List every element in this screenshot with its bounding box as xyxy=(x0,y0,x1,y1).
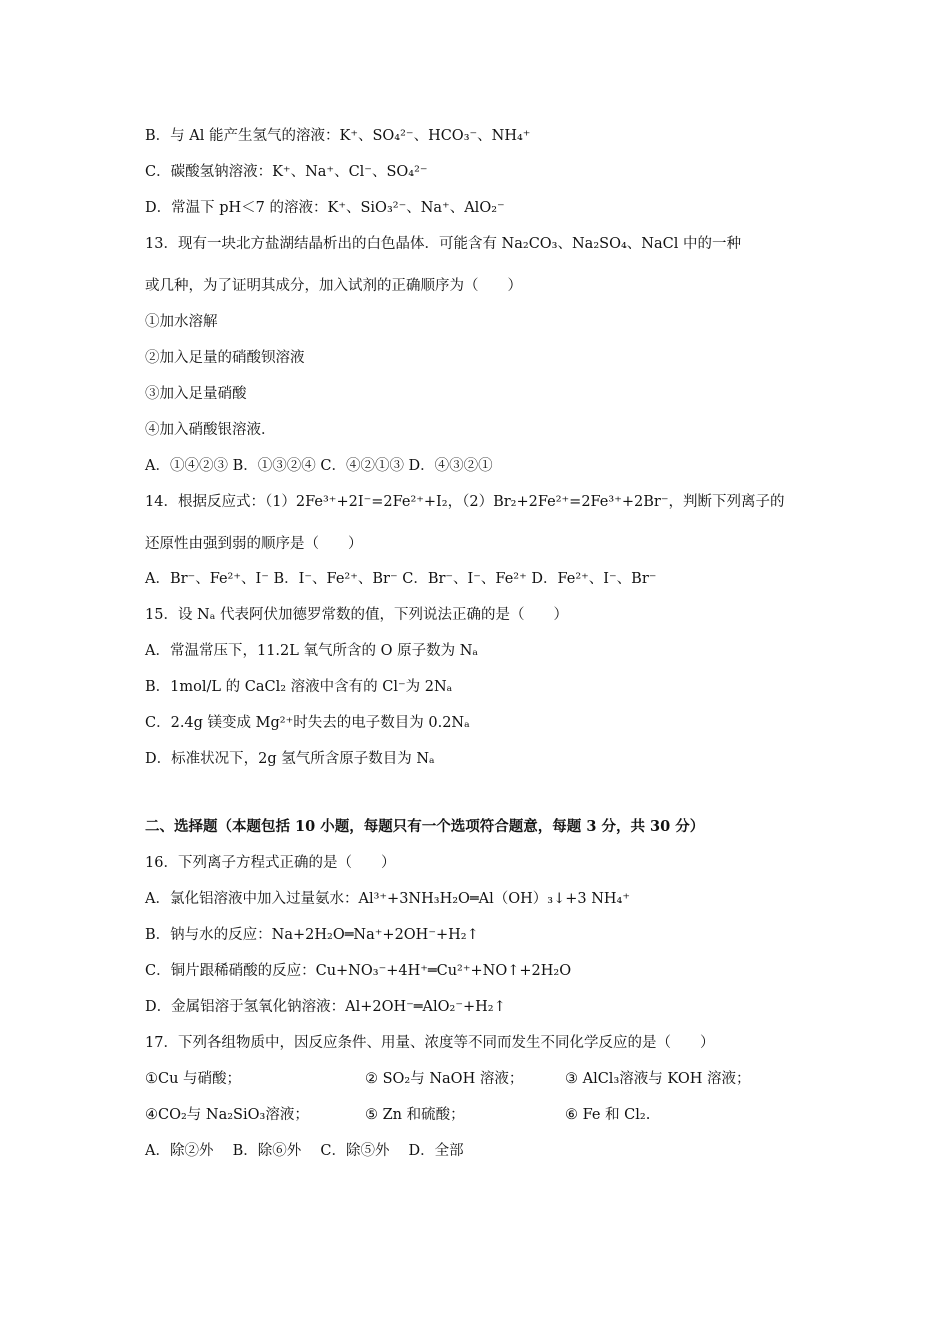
text-line: C．2.4g 镁变成 Mg²⁺时失去的电子数目为 0.2Nₐ xyxy=(145,715,470,731)
text-line: A．Br⁻、Fe²⁺、I⁻ B．I⁻、Fe²⁺、Br⁻ C．Br⁻、I⁻、Fe²⁺ D．Fe²⁺、I⁻、Br⁻ xyxy=(145,571,657,587)
text-line: ①加水溶解 xyxy=(145,314,218,330)
text-line: B．1mol/L 的 CaCl₂ 溶液中含有的 Cl⁻为 2Nₐ xyxy=(145,679,453,695)
text-line: B．与 Al 能产生氢气的溶液：K⁺、SO₄²⁻、HCO₃⁻、NH₄⁺ xyxy=(145,128,531,144)
text-line: C．碳酸氢钠溶液：K⁺、Na⁺、Cl⁻、SO₄²⁻ xyxy=(145,164,428,180)
text-line: C．铜片跟稀硝酸的反应：Cu+NO₃⁻+4H⁺═Cu²⁺+NO↑+2H₂O xyxy=(145,963,572,979)
text-line: 13．现有一块北方盐湖结晶析出的白色晶体．可能含有 Na₂CO₃、Na₂SO₄、NaCl 中的一种 xyxy=(145,236,741,252)
text-line: ④加入硝酸银溶液． xyxy=(145,422,276,438)
text-line: ②加入足量的硝酸钡溶液 xyxy=(145,350,305,366)
section-heading: 二、选择题（本题包括 10 小题，每题只有一个选项符合题意，每题 3 分，共 30 分） xyxy=(145,818,705,835)
text-line: A．氯化铝溶液中加入过量氨水：Al³⁺+3NH₃H₂O═Al（OH）₃↓+3 NH₄⁺ xyxy=(145,891,631,907)
text-line: A．①④②③ B．①③②④ C．④②①③ D．④③②① xyxy=(145,458,493,474)
question-17-option: ⑥ Fe 和 Cl₂. xyxy=(565,1107,651,1123)
question-17-option: ①Cu 与硝酸； xyxy=(145,1071,242,1087)
text-line: B．钠与水的反应：Na+2H₂O═Na⁺+2OH⁻+H₂↑ xyxy=(145,927,479,943)
text-line: D．金属铝溶于氢氧化钠溶液：Al+2OH⁻═AlO₂⁻+H₂↑ xyxy=(145,999,506,1015)
text-line: A．除②外 B．除⑥外 C．除⑤外 D．全部 xyxy=(145,1143,464,1159)
text-line: A．常温常压下，11.2L 氧气所含的 O 原子数为 Nₐ xyxy=(145,643,478,659)
text-line: 14．根据反应式：（1）2Fe³⁺+2I⁻=2Fe²⁺+I₂，（2）Br₂+2Fe²⁺=2Fe³⁺+2Br⁻，判断下列离子的 xyxy=(145,494,785,510)
text-line: D．标准状况下，2g 氢气所含原子数目为 Nₐ xyxy=(145,751,435,767)
text-line: 或几种，为了证明其成分，加入试剂的正确顺序为（ ） xyxy=(145,278,522,294)
question-17-option: ④CO₂与 Na₂SiO₃溶液； xyxy=(145,1107,309,1123)
text-line: ③加入足量硝酸 xyxy=(145,386,247,402)
text-line: 15．设 Nₐ 代表阿伏加德罗常数的值，下列说法正确的是（ ） xyxy=(145,607,568,623)
text-line: D．常温下 pH＜7 的溶液：K⁺、SiO₃²⁻、Na⁺、AlO₂⁻ xyxy=(145,200,505,216)
question-17-option: ③ AlCl₃溶液与 KOH 溶液； xyxy=(565,1071,751,1087)
text-line: 16．下列离子方程式正确的是（ ） xyxy=(145,855,396,871)
question-17-option: ⑤ Zn 和硫酸； xyxy=(365,1107,465,1123)
text-line: 17．下列各组物质中，因反应条件、用量、浓度等不同而发生不同化学反应的是（ ） xyxy=(145,1035,715,1051)
text-line: 还原性由强到弱的顺序是（ ） xyxy=(145,536,363,552)
question-17-option: ② SO₂与 NaOH 溶液； xyxy=(365,1071,524,1087)
